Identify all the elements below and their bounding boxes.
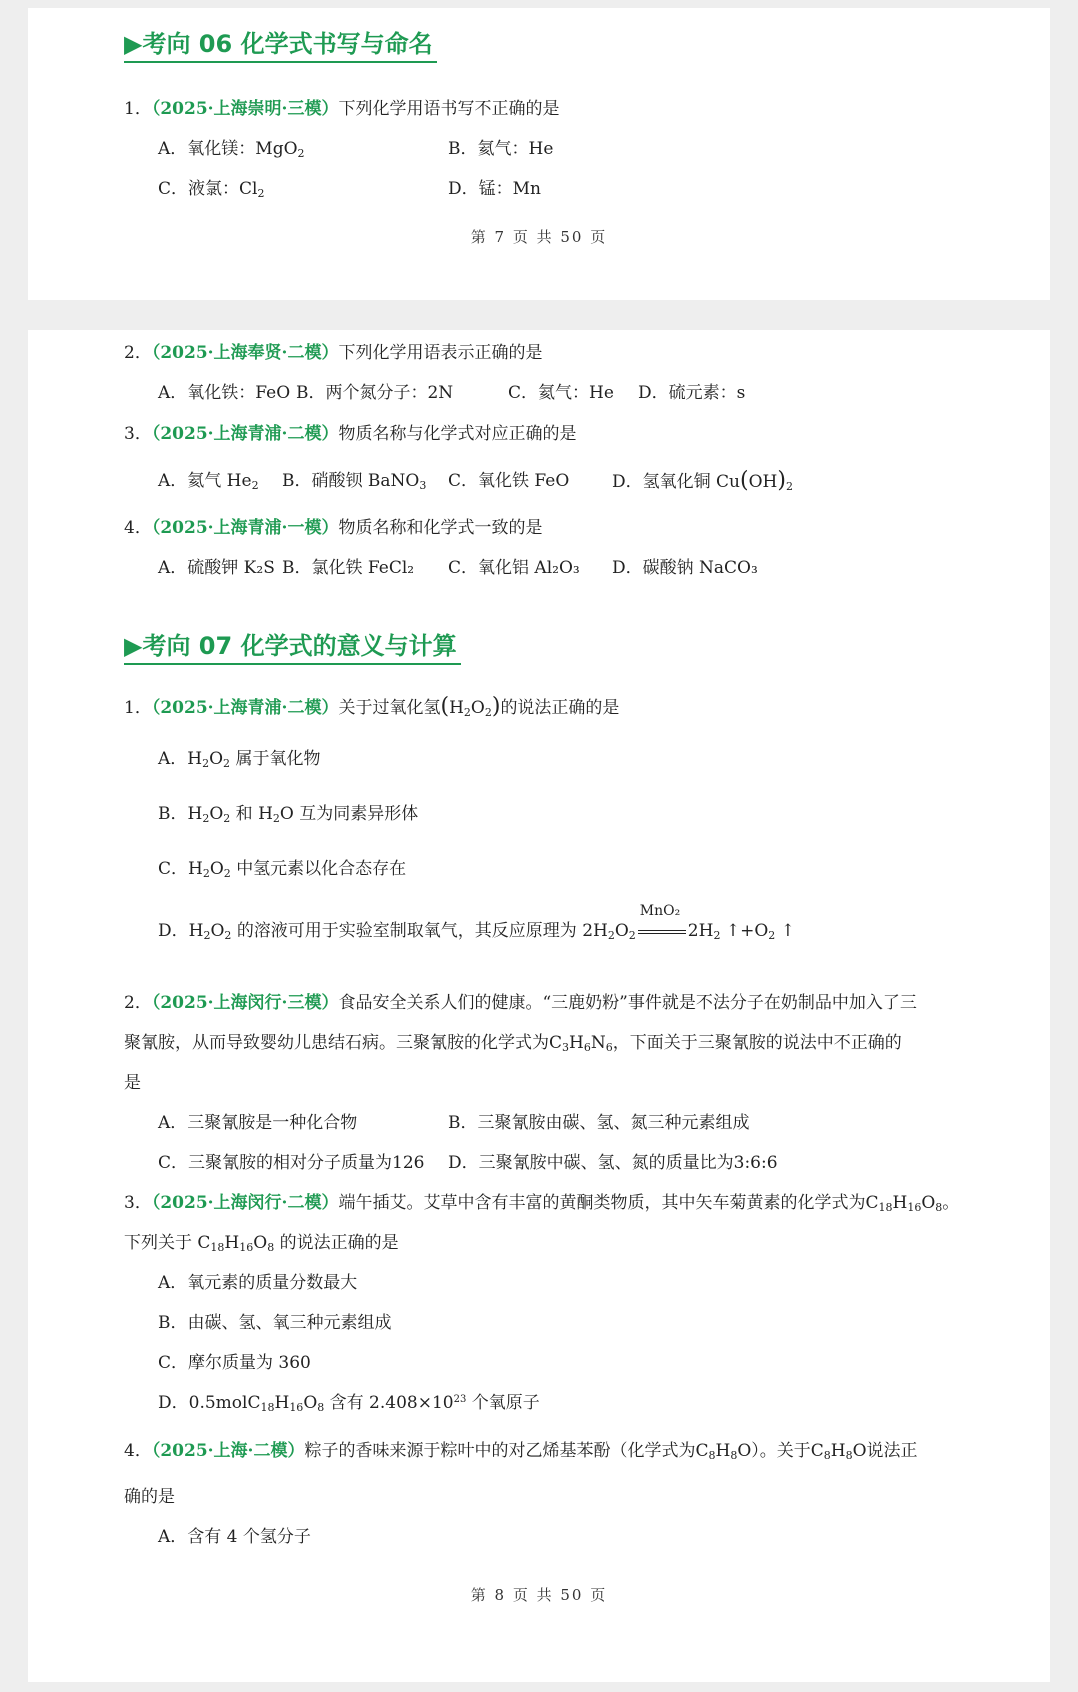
option-d: D．三聚氰胺中碳、氢、氮的质量比为3:6:6 xyxy=(448,1153,778,1173)
option-d: D．$H_2O_2$ 的溶液可用于实验室制取氧气，其反应原理为 $2H_2O_2$ MnO₂ $2H_2$ $↑+O_2$ ↑ xyxy=(158,920,795,942)
option-a: A．氦气 $He_2$ xyxy=(158,471,259,492)
option-a: A．氧化铁：FeO xyxy=(158,383,291,403)
question-3-line2: 下列关于 $C_{18}H_{16}O_8$ 的说法正确的是 xyxy=(124,1233,399,1254)
question-4: 4．（2025·上海青浦·一模）物质名称和化学式一致的是 xyxy=(124,518,543,538)
question-2-line2: 聚氰胺，从而导致婴幼儿患结石病。三聚氰胺的化学式为$C_3H_6N_6$，下面关于三聚氰胺的说法中不正确的 xyxy=(124,1033,902,1054)
question-4: 4．（2025·上海·二模）粽子的香味来源于粽叶中的对乙烯基苯酚（化学式为$C_8H_8O$）。关于$C_8H_8O$说法正 xyxy=(124,1441,918,1462)
question-source: （2025·上海奉贤·二模） xyxy=(151,343,339,363)
section-heading-07: ▶考向 07 化学式的意义与计算 xyxy=(124,626,461,665)
question-source: （2025·上海青浦·二模） xyxy=(151,424,339,444)
option-a: A．$H_2O_2$ 属于氧化物 xyxy=(158,749,321,770)
option-c: C．三聚氰胺的相对分子质量为126 xyxy=(158,1153,425,1173)
option-c: C．氧化铁 FeO xyxy=(448,471,570,491)
option-d: D．硫元素：s xyxy=(638,383,746,403)
option-c: C．液氯：$Cl_2$ xyxy=(158,179,265,200)
option-b: B．两个氮分子：2N xyxy=(296,383,454,403)
option-a: A．氧化镁：MgO$_2$ xyxy=(158,139,305,160)
page-footer: 第 7 页 共 50 页 xyxy=(470,228,608,246)
option-a: A．三聚氰胺是一种化合物 xyxy=(158,1113,358,1133)
page-8 xyxy=(28,330,1050,1682)
question-source: （2025·上海青浦·一模） xyxy=(151,518,339,538)
option-d: D．$0.5molC_{18}H_{16}O_8$ 含有 $2.408\times 10^{23}$ 个氧原子 xyxy=(158,1393,540,1414)
page-footer: 第 8 页 共 50 页 xyxy=(470,1586,608,1604)
option-c: C．$H_2O_2$ 中氢元素以化合态存在 xyxy=(158,859,407,880)
section-heading-06: ▶考向 06 化学式书写与命名 xyxy=(124,24,437,63)
option-c: C．摩尔质量为 360 xyxy=(158,1353,311,1373)
option-d: D．氢氧化铜 $Cu(OH)_2$ xyxy=(612,468,793,493)
option-c: C．氧化铝 Al₂O₃ xyxy=(448,558,580,578)
question-source: （2025·上海青浦·二模） xyxy=(151,698,339,718)
question-source: （2025·上海崇明·三模） xyxy=(151,99,339,119)
question-1: 1．（2025·上海崇明·三模）下列化学用语书写不正确的是 xyxy=(124,99,560,119)
option-d: D．锰：Mn xyxy=(448,179,541,199)
option-c: C．氦气：He xyxy=(508,383,614,403)
question-2: 2．（2025·上海闵行·三模）食品安全关系人们的健康。“三鹿奶粉”事件就是不法分子在奶制品中加入了三 xyxy=(124,993,917,1013)
question-4-line2: 确的是 xyxy=(124,1487,175,1507)
option-b: B．氦气：He xyxy=(448,139,554,159)
question-source: （2025·上海·二模） xyxy=(151,1441,305,1461)
question-1: 1．（2025·上海青浦·二模）关于过氧化氢$(H_2O_2)$的说法正确的是 xyxy=(124,694,620,719)
option-a: A．硫酸钾 K₂S xyxy=(158,558,275,578)
option-a: A．含有 4 个氢分子 xyxy=(158,1527,311,1547)
question-source: （2025·上海闵行·二模） xyxy=(151,1193,339,1213)
page-7 xyxy=(28,8,1050,300)
option-b: B．由碳、氢、氧三种元素组成 xyxy=(158,1313,392,1333)
question-3: 3．（2025·上海闵行·二模）端午插艾。艾草中含有丰富的黄酮类物质，其中矢车菊黄素的化学式为$C_{18}H_{16}O_8$。 xyxy=(124,1193,960,1214)
question-3: 3．（2025·上海青浦·二模）物质名称与化学式对应正确的是 xyxy=(124,424,577,444)
option-b: B．硝酸钡 BaNO$_3$ xyxy=(282,471,427,492)
question-2: 2．（2025·上海奉贤·二模）下列化学用语表示正确的是 xyxy=(124,343,543,363)
question-source: （2025·上海闵行·三模） xyxy=(151,993,339,1013)
option-b: B．$H_2O_2$ 和 $H_2O$ 互为同素异形体 xyxy=(158,804,419,825)
option-b: B．三聚氰胺由碳、氢、氮三种元素组成 xyxy=(448,1113,750,1133)
option-a: A．氧元素的质量分数最大 xyxy=(158,1273,358,1293)
option-b: B．氯化铁 FeCl₂ xyxy=(282,558,415,578)
option-d: D．碳酸钠 NaCO₃ xyxy=(612,558,758,578)
question-2-line3: 是 xyxy=(124,1073,141,1093)
catalyst-label: MnO₂ xyxy=(639,903,681,919)
